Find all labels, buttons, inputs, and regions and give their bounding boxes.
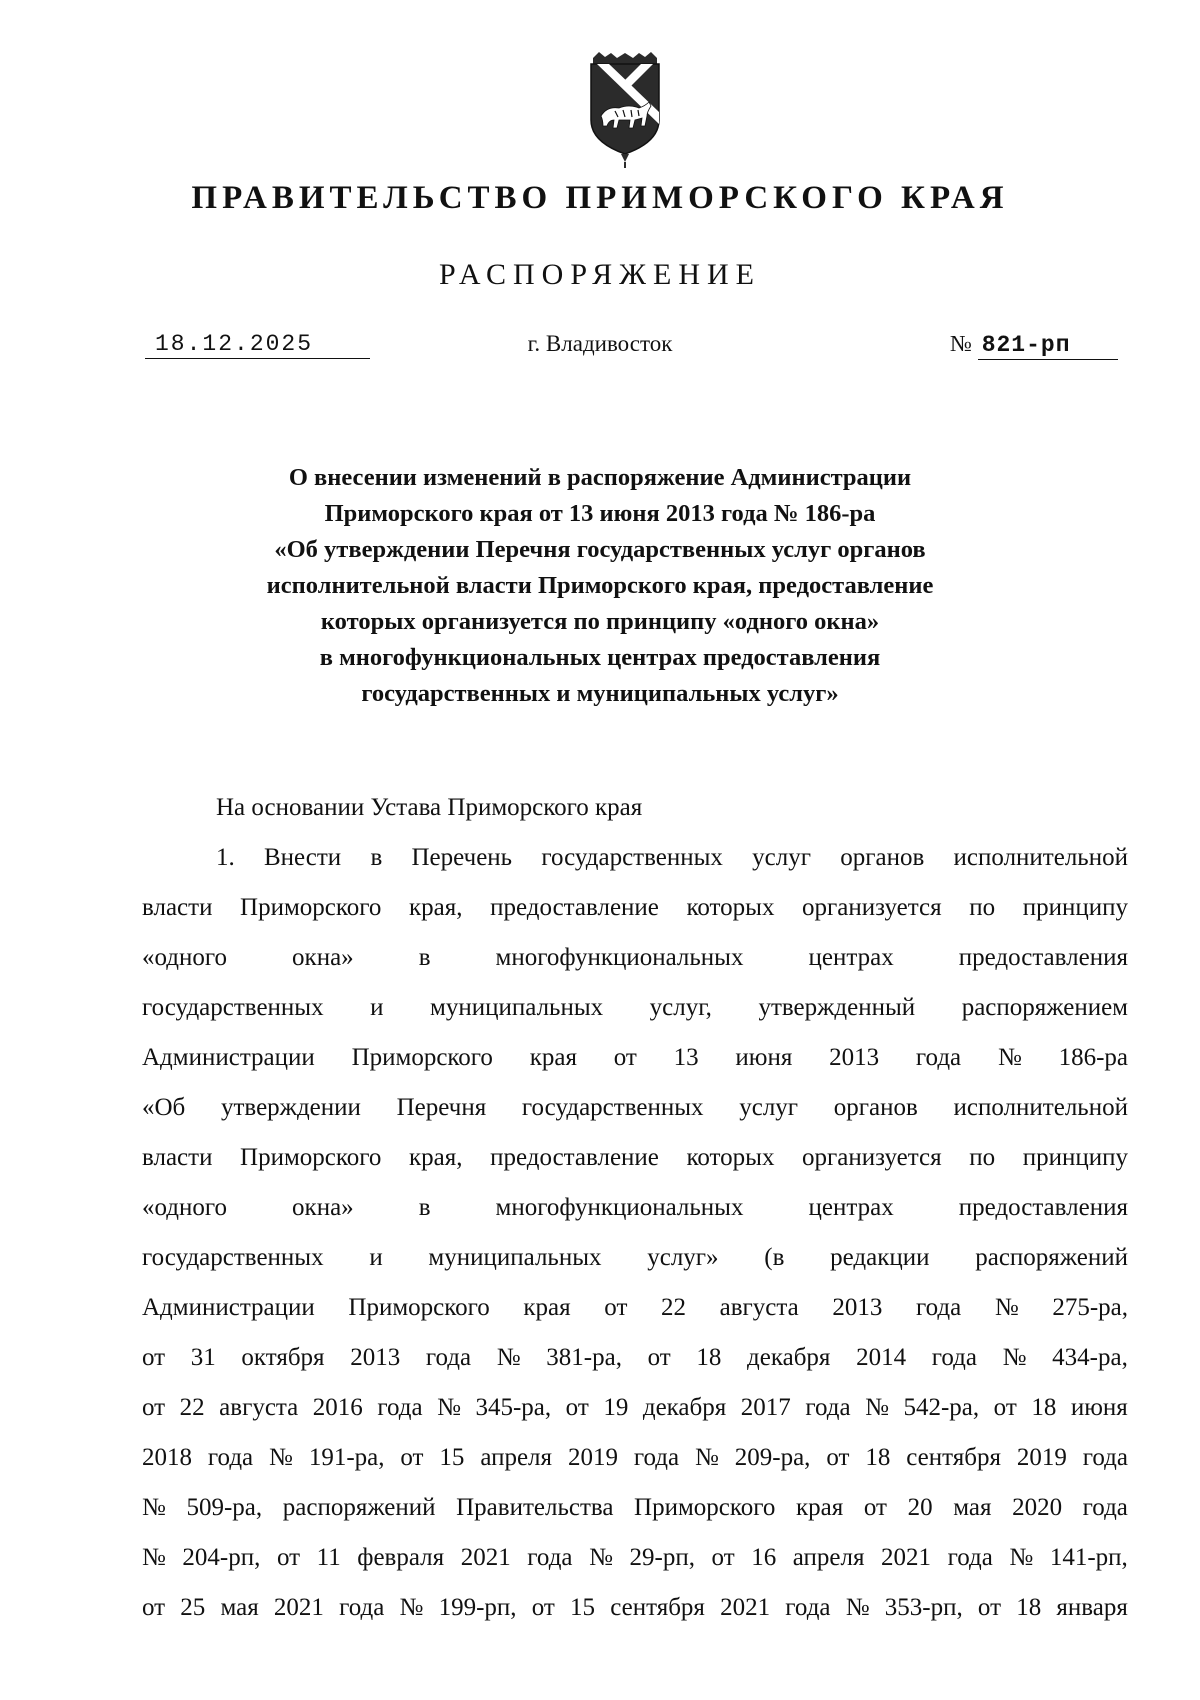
body-line: государственных и муниципальных услуг» (в редакции распоряжений [142, 1244, 1128, 1271]
body-line: власти Приморского края, предоставление которых организуется по принципу [142, 1144, 1128, 1171]
document-heading [150, 460, 1050, 712]
document-number [950, 330, 1130, 360]
heading-line: государственных и муниципальных услуг» [361, 680, 839, 707]
body-intro: На основании Устава Приморского края [216, 794, 643, 821]
document-body [142, 783, 1128, 1633]
heading-line: О внесении изменений в распоряжение Администрации [288, 464, 912, 491]
body-line: № 204-рп, от 11 февраля 2021 года № 29-рп, от 16 апреля 2021 года № 141-рп, [142, 1544, 1128, 1571]
heading-line: «Об утверждении Перечня государственных услуг органов [274, 536, 926, 563]
body-line: государственных и муниципальных услуг, утвержденный распоряжением [142, 994, 1128, 1021]
number-value: 821-рп [978, 331, 1118, 360]
body-line: Администрации Приморского края от 22 августа 2013 года № 275-ра, [142, 1294, 1128, 1321]
body-line: № 509-ра, распоряжений Правительства Приморского края от 20 мая 2020 года [142, 1494, 1128, 1521]
body-line: 2018 года № 191-ра, от 15 апреля 2019 года № 209-ра, от 18 сентября 2019 года [142, 1444, 1128, 1471]
body-paragraph [142, 833, 1128, 1633]
body-line: от 31 октября 2013 года № 381-ра, от 18 декабря 2014 года № 434-ра, [142, 1344, 1128, 1371]
document-city: г. Владивосток [527, 331, 673, 356]
heading-line: исполнительной власти Приморского края, предоставление [266, 572, 934, 599]
body-line: от 25 мая 2021 года № 199-рп, от 15 сентября 2021 года № 353-рп, от 18 января [142, 1594, 1128, 1621]
body-line: 1. Внести в Перечень государственных услуг органов исполнительной [216, 844, 1128, 871]
body-line: власти Приморского края, предоставление которых организуется по принципу [142, 894, 1128, 921]
body-line: «одного окна» в многофункциональных центрах предоставления [142, 1194, 1128, 1221]
heading-line: Приморского края от 13 июня 2013 года № 186-ра [324, 500, 876, 527]
document-date: 18.12.2025 [145, 330, 370, 359]
body-line: «одного окна» в многофункциональных центрах предоставления [142, 944, 1128, 971]
body-line: Администрации Приморского края от 13 июня 2013 года № 186-ра [142, 1044, 1128, 1071]
heading-line: в многофункциональных центрах предоставления [319, 644, 881, 671]
government-title: ПРАВИТЕЛЬСТВО ПРИМОРСКОГО КРАЯ [191, 180, 1009, 216]
number-sign: № [950, 331, 972, 356]
document-type: РАСПОРЯЖЕНИЕ [438, 258, 762, 291]
body-line: от 22 августа 2016 года № 345-ра, от 19 декабря 2017 года № 542-ра, от 18 июня [142, 1394, 1128, 1421]
primorsky-coat-of-arms-icon [585, 50, 665, 170]
document-meta [0, 330, 1200, 370]
heading-line: которых организуется по принципу «одного окна» [320, 608, 880, 635]
body-line: «Об утверждении Перечня государственных услуг органов исполнительной [142, 1094, 1128, 1121]
